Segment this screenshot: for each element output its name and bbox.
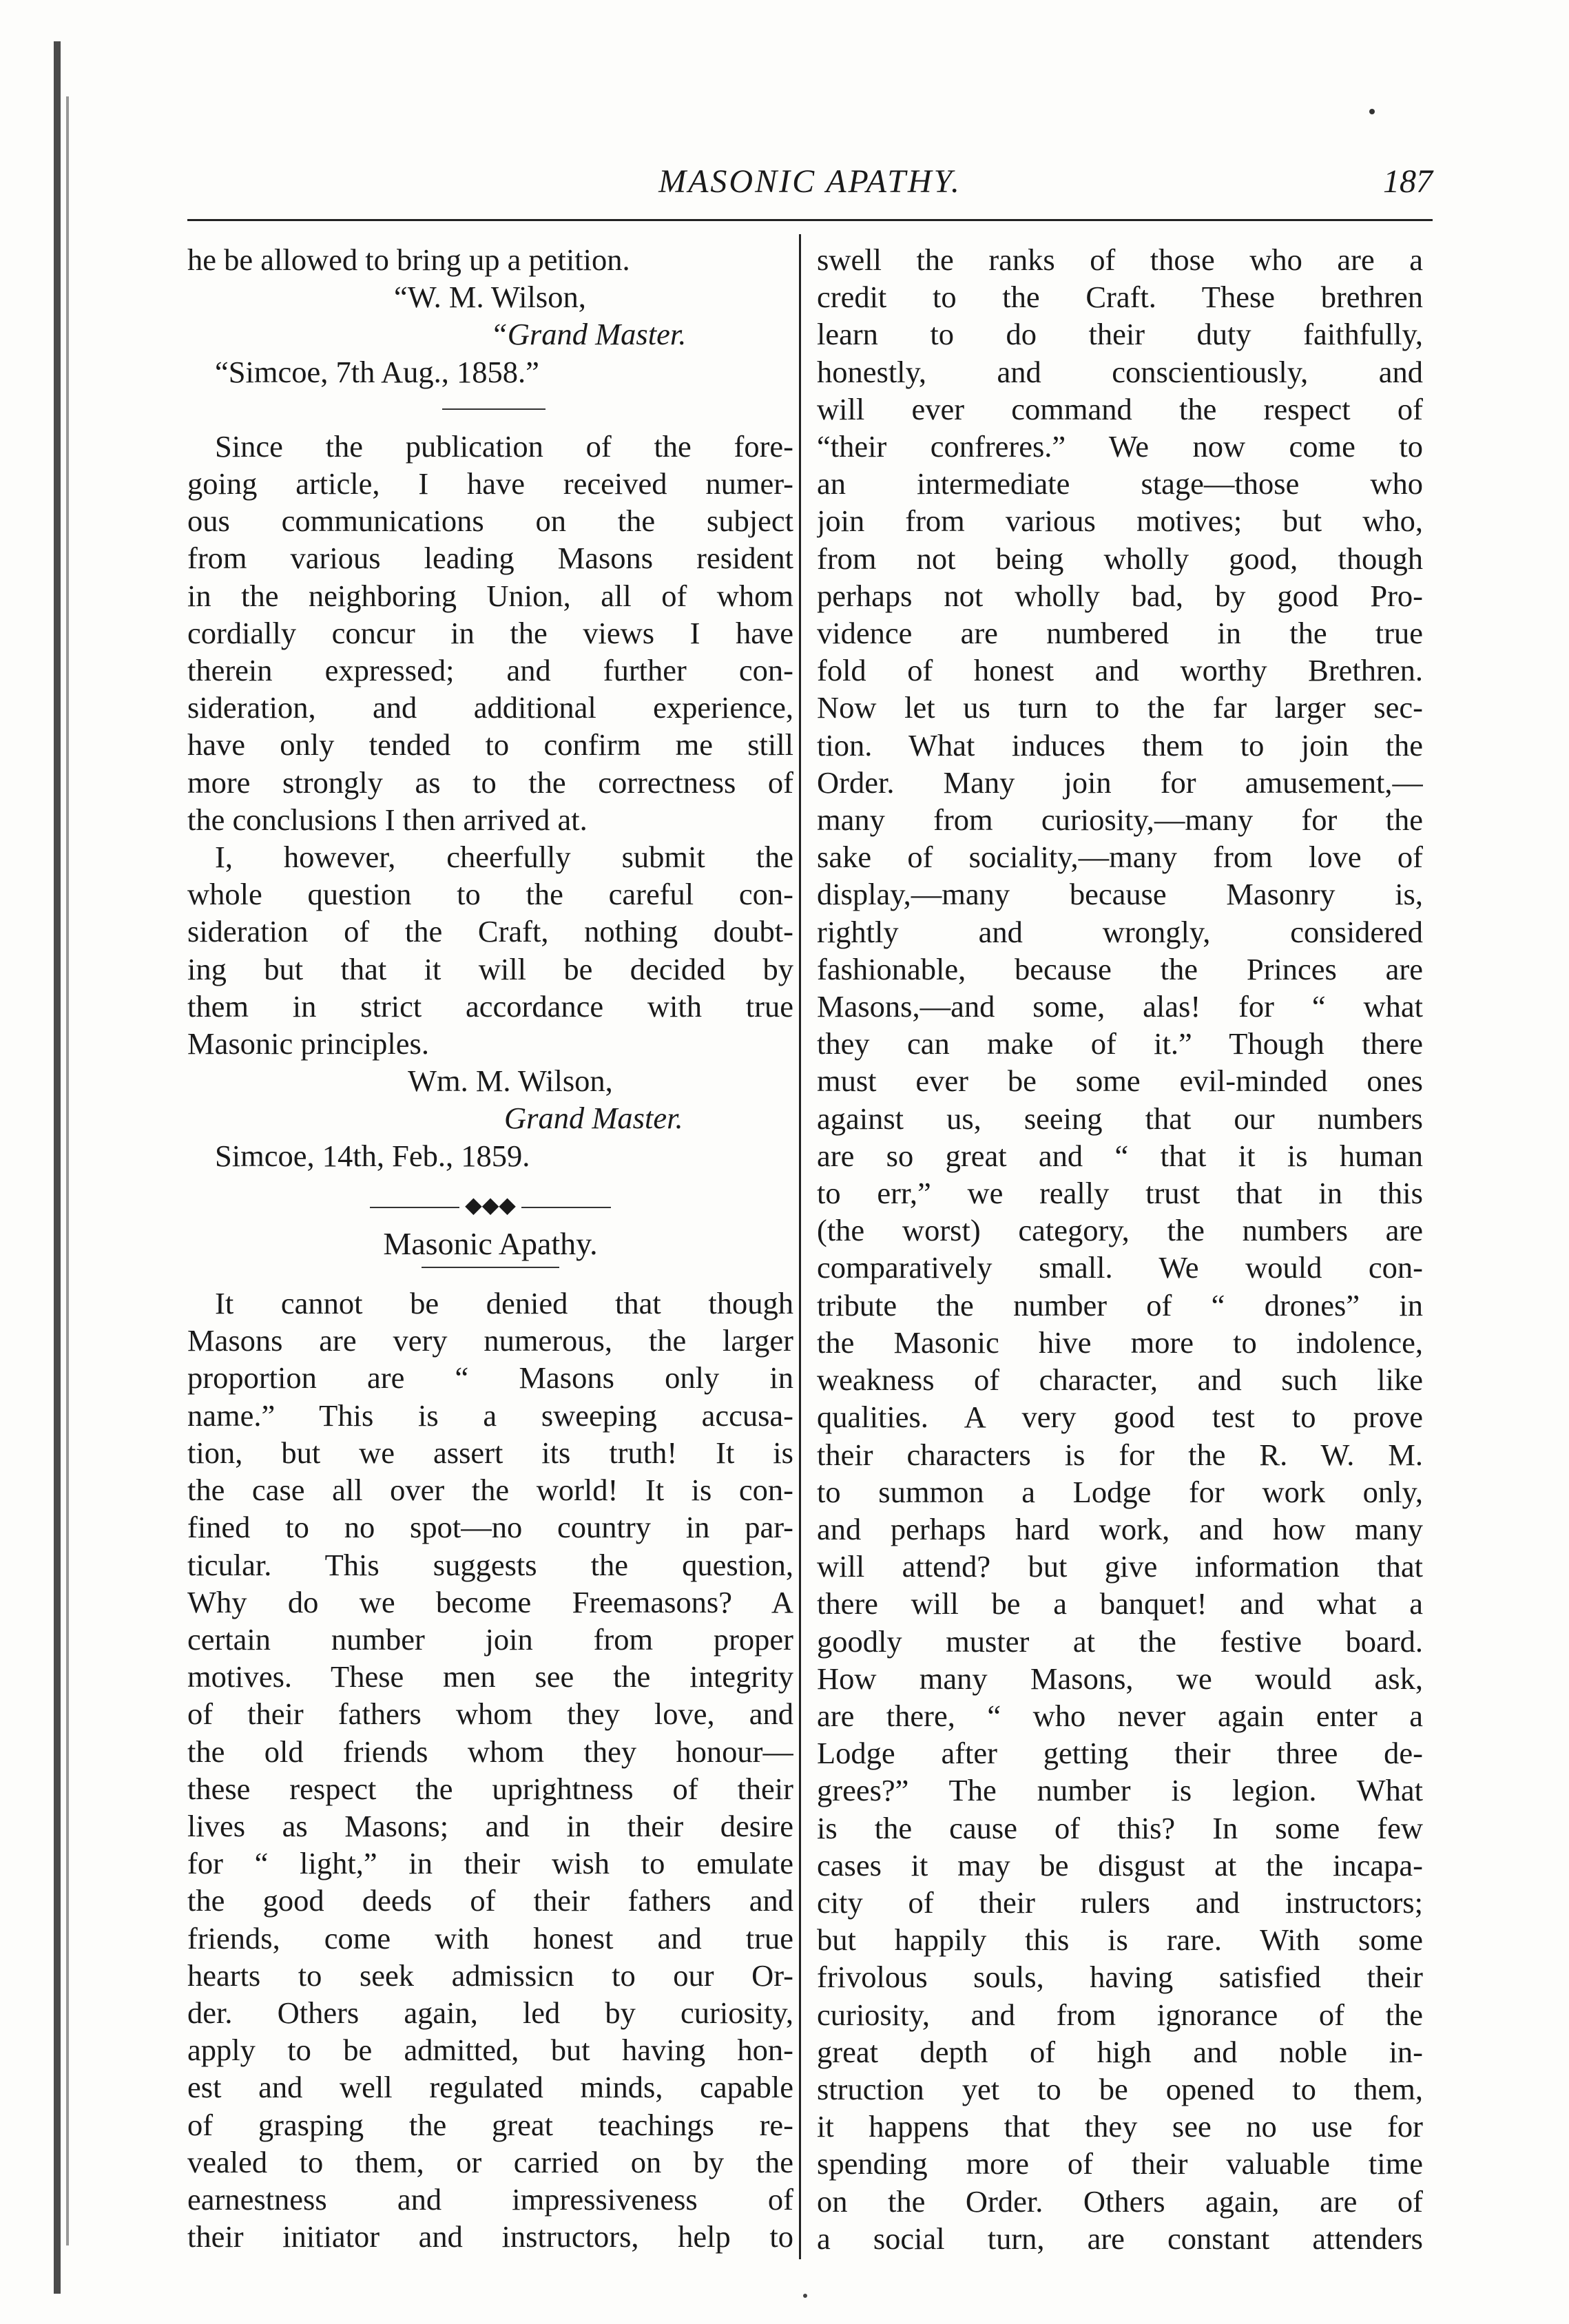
text-line: from various leading Masons resident <box>187 541 793 576</box>
text-line: ous communications on the subject <box>187 504 793 539</box>
text-line: will ever command the respect of <box>817 391 1423 426</box>
signature-place-date: Simcoe, 14th, Feb., 1859. <box>215 1138 530 1173</box>
text-line: fold of honest and worthy Brethren. <box>817 653 1423 688</box>
text-line: cases it may be disgust at the incapa- <box>817 1847 1423 1882</box>
text-line: Since the publication of the fore- <box>215 428 793 464</box>
text-line: an intermediate stage—those who <box>817 466 1423 501</box>
text-line: these respect the uprightness of their <box>187 1771 793 1806</box>
text-line: great depth of high and noble in- <box>817 2034 1423 2069</box>
text-line: going article, I have received numer- <box>187 466 793 501</box>
left-column <box>187 241 793 2255</box>
text-line: must ever be some evil-minded ones <box>817 1064 1423 1099</box>
text-line: them in strict accordance with true <box>187 988 793 1024</box>
text-line: I, however, cheerfully submit the <box>215 840 793 875</box>
page-header <box>187 157 1433 205</box>
separator-rule <box>442 408 545 410</box>
text-line: est and well regulated minds, capable <box>187 2070 793 2105</box>
text-line: have only tended to confirm me still <box>187 727 793 762</box>
text-line: it happens that they see no use for <box>817 2109 1423 2144</box>
paragraph <box>187 428 793 838</box>
text-line: Order. Many join for amusement,— <box>817 765 1423 800</box>
text-line: learn to do their duty faithfully, <box>817 317 1423 352</box>
ornament-diamonds: ◆◆◆ <box>465 1192 516 1217</box>
text-line: name.” This is a sweeping accusa- <box>187 1398 793 1433</box>
text-line: weakness of character, and such like <box>817 1362 1423 1398</box>
text-line: der. Others again, led by curiosity, <box>187 1995 793 2030</box>
text-line: spending more of their valuable time <box>817 2146 1423 2181</box>
binding-edge <box>54 41 61 2294</box>
text-line: the case all over the world! It is con- <box>187 1473 793 1508</box>
text-line: hearts to seek admissicn to our Or- <box>187 1958 793 1993</box>
text-line: cordially concur in the views I have <box>187 615 793 650</box>
text-line: in the neighboring Union, all of whom <box>187 578 793 613</box>
text-line: struction yet to be opened to them, <box>817 2071 1423 2106</box>
signature-title: “Grand Master. <box>490 317 687 352</box>
text-line: curiosity, and from ignorance of the <box>817 1997 1423 2032</box>
text-line: Masonic principles. <box>187 1026 429 1061</box>
text-line: goodly muster at the festive board. <box>817 1623 1423 1659</box>
text-line: earnestness and impressiveness of <box>187 2181 793 2217</box>
text-line: they can make of it.” Though there <box>817 1026 1423 1061</box>
text-line: swell the ranks of those who are a <box>817 242 1423 277</box>
text-line: of their fathers whom they love, and <box>187 1697 793 1732</box>
text-line: the Masonic hive more to indolence, <box>817 1325 1423 1360</box>
text-line: therein expressed; and further con- <box>187 653 793 688</box>
text-line: city of their rulers and instructors; <box>817 1885 1423 1920</box>
section-title: Masonic Apathy. <box>383 1225 598 1261</box>
text-line: (the worst) category, the numbers are <box>817 1213 1423 1248</box>
text-line: their initiator and instructors, help to <box>187 2219 793 2254</box>
text-line: credit to the Craft. These brethren <box>817 280 1423 315</box>
right-column <box>817 241 1423 2257</box>
text-line: motives. These men see the integrity <box>187 1659 793 1694</box>
signature-title: Grand Master. <box>504 1101 683 1136</box>
signature-place-date: “Simcoe, 7th Aug., 1858.” <box>215 354 539 389</box>
text-line: and perhaps hard work, and how many <box>817 1511 1423 1546</box>
text-line: from not being wholly good, though <box>817 541 1423 576</box>
text-line: grees?” The number is legion. What <box>817 1773 1423 1808</box>
text-line: on the Order. Others again, are of <box>817 2183 1423 2219</box>
text-line: whole question to the careful con- <box>187 877 793 912</box>
text-line: rightly and wrongly, considered <box>817 914 1423 949</box>
text-line: Why do we become Freemasons? A <box>187 1584 793 1619</box>
text-line: to summon a Lodge for work only, <box>817 1474 1423 1509</box>
text-line: Now let us turn to the far larger sec- <box>817 690 1423 725</box>
text-line: sake of sociality,—many from love of <box>817 840 1423 875</box>
text-line: to err,” we really trust that in this <box>817 1176 1423 1211</box>
ornament-rule <box>370 1207 459 1208</box>
text-line: How many Masons, we would ask, <box>817 1661 1423 1696</box>
text-line: their characters is for the R. W. M. <box>817 1437 1423 1472</box>
text-line: there will be a banquet! and what a <box>817 1586 1423 1621</box>
text-line: lives as Masons; and in their desire <box>187 1808 793 1843</box>
text-line: are so great and “ that it is human <box>817 1138 1423 1173</box>
ornament-rule <box>521 1207 611 1208</box>
text-line: proportion are “ Masons only in <box>187 1360 793 1396</box>
text-line: ing but that it will be decided by <box>187 951 793 986</box>
text-line: sideration, and additional experience, <box>187 690 793 725</box>
section-title-rule <box>422 1267 559 1268</box>
text-line: tion, but we assert its truth! It is <box>187 1435 793 1470</box>
text-line: vealed to them, or carried on by the <box>187 2144 793 2179</box>
ink-speck <box>803 2294 807 2298</box>
header-rule <box>187 219 1433 221</box>
text-line: for “ light,” in their wish to emulate <box>187 1846 793 1881</box>
text-line: sideration of the Craft, nothing doubt- <box>187 914 793 949</box>
paragraph <box>187 1285 793 2255</box>
binding-shadow <box>66 96 69 2245</box>
text-line: perhaps not wholly bad, by good Pro- <box>817 578 1423 613</box>
text-line: a social turn, are constant attenders <box>817 2221 1423 2256</box>
text-line: honestly, and conscientiously, and <box>817 354 1423 389</box>
text-line: frivolous souls, having satisfied their <box>817 1960 1423 1995</box>
text-line: against us, seeing that our numbers <box>817 1101 1423 1136</box>
page-number: 187 <box>1383 163 1433 200</box>
text-line: ticular. This suggests the question, <box>187 1547 793 1582</box>
text-line: join from various motives; but who, <box>817 504 1423 539</box>
column-rule <box>799 234 801 2259</box>
text-line: vidence are numbered in the true <box>817 616 1423 651</box>
text-line: but happily this is rare. With some <box>817 1922 1423 1958</box>
text-line: tribute the number of “ drones” in <box>817 1287 1423 1322</box>
text-line: Masons are very numerous, the larger <box>187 1323 793 1358</box>
text-line: of grasping the great teachings re- <box>187 2107 793 2142</box>
text-line: qualities. A very good test to prove <box>817 1400 1423 1435</box>
text-line: apply to be admitted, but having hon- <box>187 2033 793 2068</box>
running-title: MASONIC APATHY. <box>658 163 962 200</box>
text-line: comparatively small. We would con- <box>817 1250 1423 1285</box>
text-line: certain number join from proper <box>187 1621 793 1657</box>
text-line: the good deeds of their fathers and <box>187 1883 793 1918</box>
text-line: friends, come with honest and true <box>187 1920 793 1955</box>
text-line: the conclusions I then arrived at. <box>187 802 588 837</box>
text-line: fashionable, because the Princes are <box>817 951 1423 986</box>
text-line: are there, “ who never again enter a <box>817 1698 1423 1733</box>
text-line: Lodge after getting their three de- <box>817 1736 1423 1771</box>
text-line: will attend? but give information that <box>817 1549 1423 1584</box>
text-line: the old friends whom they honour— <box>187 1734 793 1769</box>
text-line: tion. What induces them to join the <box>817 727 1423 762</box>
text-line: is the cause of this? In some few <box>817 1810 1423 1845</box>
text-line: many from curiosity,—many for the <box>817 802 1423 838</box>
text-line: It cannot be denied that though <box>215 1286 793 1321</box>
text-line: he be allowed to bring up a petition. <box>187 242 630 277</box>
signature-name: Wm. M. Wilson, <box>408 1064 613 1099</box>
text-line: fined to no spot—no country in par- <box>187 1510 793 1545</box>
text-line: Masons,—and some, alas! for “ what <box>817 989 1423 1024</box>
text-line: “their confreres.” We now come to <box>817 429 1423 464</box>
paragraph <box>187 838 793 1062</box>
text-line: display,—many because Masonry is, <box>817 877 1423 912</box>
ornament-divider <box>187 1191 793 1218</box>
text-line: more strongly as to the correctness of <box>187 765 793 800</box>
signature-name: “W. M. Wilson, <box>394 280 586 315</box>
ink-speck <box>1369 109 1375 114</box>
